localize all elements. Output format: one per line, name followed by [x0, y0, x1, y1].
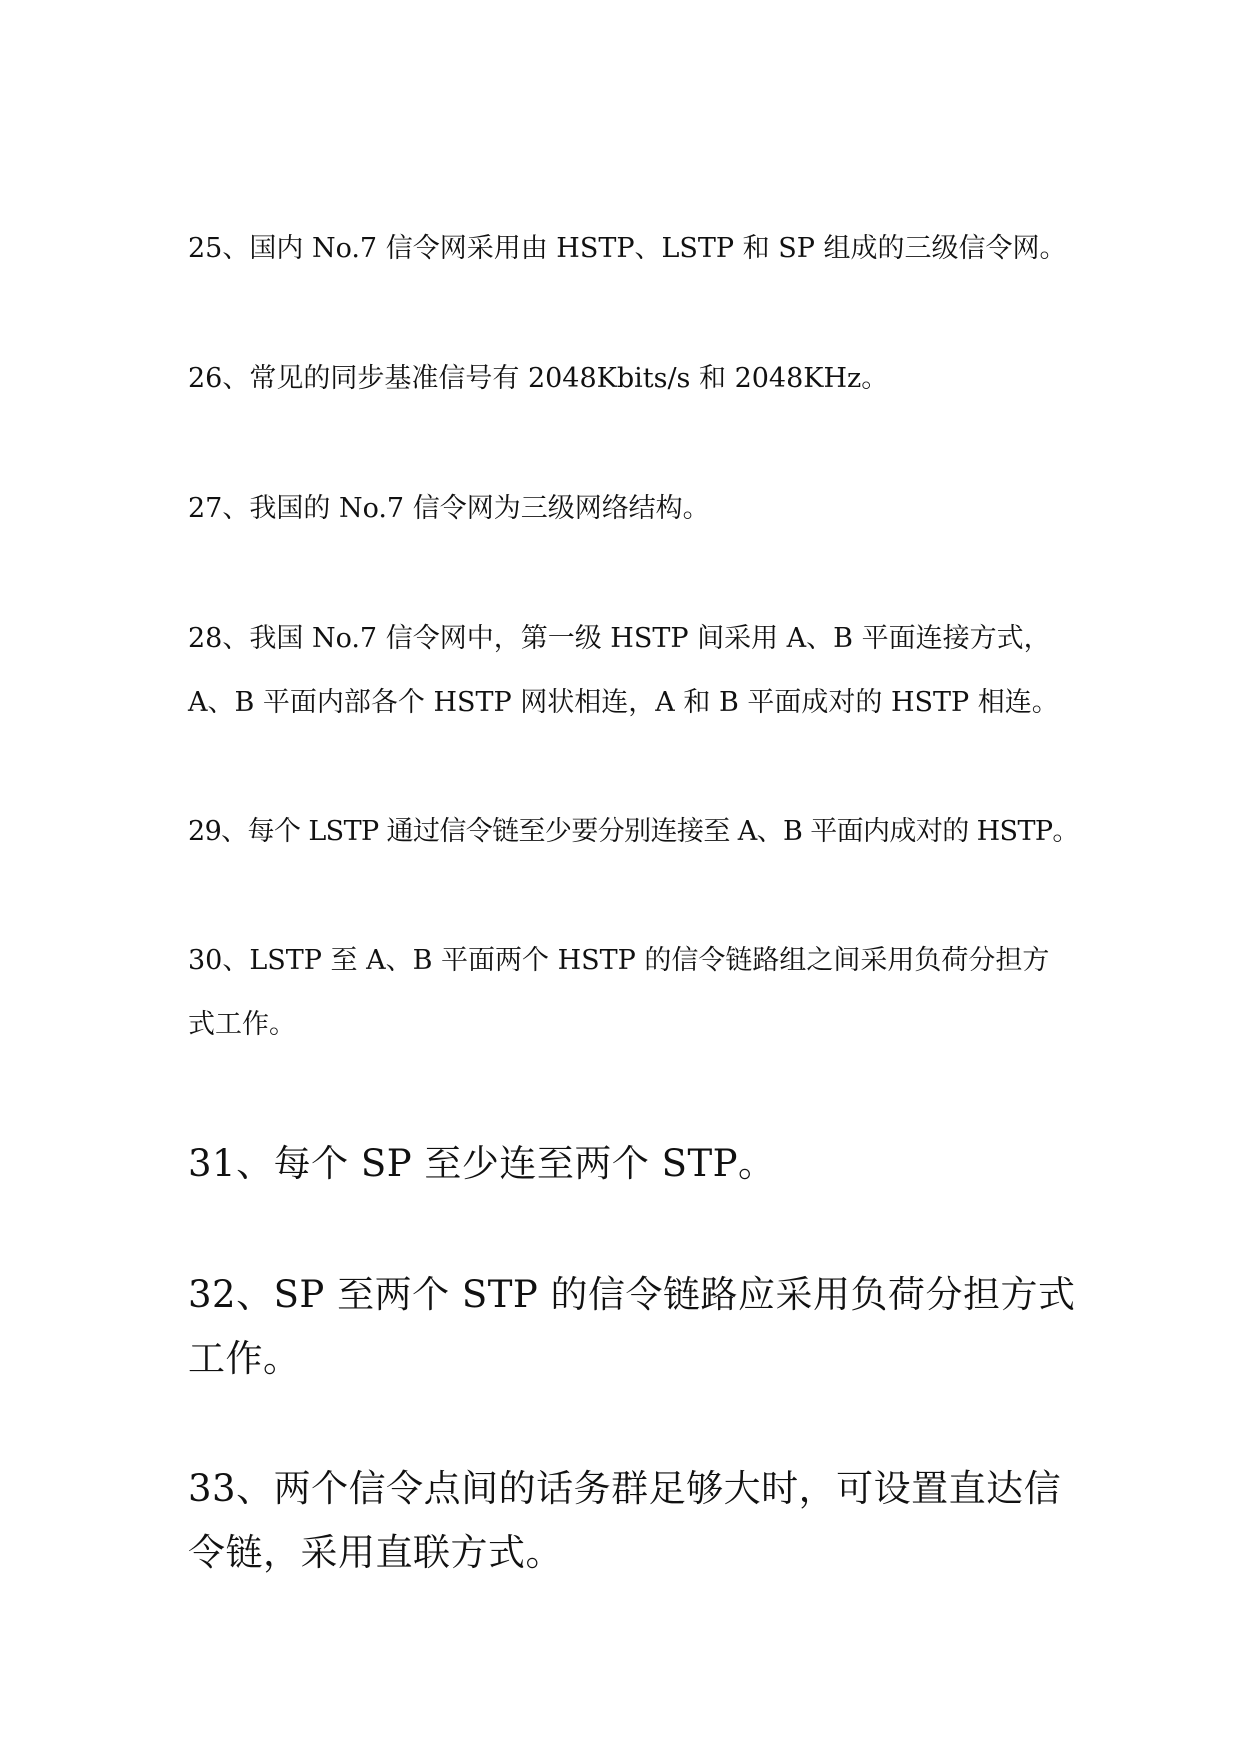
paragraph-28: [188, 607, 1058, 735]
paragraph-line: 28、我国 No.7 信令网中，第一级 HSTP 间采用 A、B 平面连接方式，: [188, 623, 1051, 654]
paragraph-line: 33、两个信令点间的话务群足够大时，可设置直达信: [188, 1467, 1062, 1510]
paragraph-29: [188, 800, 1079, 864]
paragraph-line: 25、国内 No.7 信令网采用由 HSTP、LSTP 和 SP 组成的三级信令网。: [188, 233, 1067, 264]
paragraph-line: 26、常见的同步基准信号有 2048Kbits/s 和 2048KHz。: [188, 363, 889, 394]
paragraph-line: 令链，采用直联方式。: [188, 1531, 563, 1574]
paragraph-line: 工作。: [188, 1337, 301, 1380]
paragraph-line: 29、每个 LSTP 通过信令链至少要分别连接至 A、B 平面内成对的 HSTP。: [188, 816, 1079, 847]
paragraph-line: 31、每个 SP 至少连至两个 STP。: [188, 1142, 776, 1185]
paragraph-33: [188, 1457, 1062, 1585]
paragraph-line: 30、LSTP 至 A、B 平面两个 HSTP 的信令链路组之间采用负荷分担方: [188, 945, 1050, 976]
paragraph-26: [188, 347, 1058, 411]
paragraph-31: [188, 1132, 1058, 1196]
paragraph-27: [188, 477, 1058, 541]
paragraph-line: 32、SP 至两个 STP 的信令链路应采用负荷分担方式: [188, 1273, 1076, 1316]
paragraph-line: 式工作。: [188, 1009, 296, 1040]
paragraph-line: 27、我国的 No.7 信令网为三级网络结构。: [188, 493, 710, 524]
paragraph-line: A、B 平面内部各个 HSTP 网状相连，A 和 B 平面成对的 HSTP 相连。: [188, 687, 1059, 718]
paragraph-30: [188, 929, 1058, 1057]
paragraph-25: [188, 217, 1067, 281]
paragraph-32: [188, 1263, 1076, 1391]
